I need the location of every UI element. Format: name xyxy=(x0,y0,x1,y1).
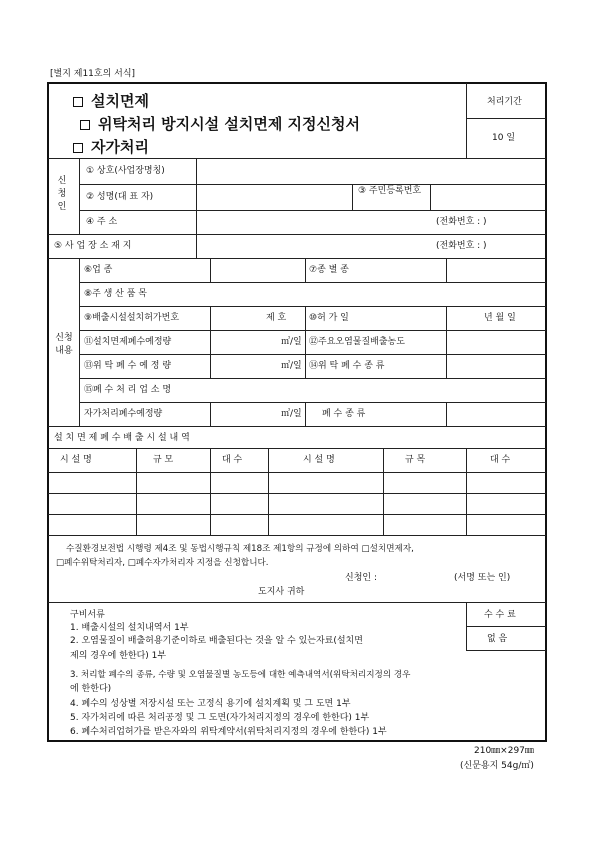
statement-line2: □폐수위탁처리자, □폐수자가처리자 지정을 신청합니다. xyxy=(56,558,269,568)
document-item: 1. 배출시설의 설치내역서 1부 xyxy=(70,623,189,633)
address-label: ④ 주 소 xyxy=(86,217,118,227)
title-line1: 설치면제 xyxy=(91,92,149,110)
address-phone: (전화번호 : ) xyxy=(436,217,487,227)
permit-date-label: ⑩허 가 일 xyxy=(309,313,349,323)
pollutant-label: ⑫주요오염물질배출농도 xyxy=(309,337,405,347)
document-item: 제의 경우에 한한다) 1부 xyxy=(70,651,167,661)
document-item: 2. 오염물질이 배출허용기준이하로 배출된다는 것을 알 수 있는자료(설치면 xyxy=(70,636,363,646)
document-item: 3. 처리할 폐수의 종류, 수량 및 오염물질별 농도등에 대한 예측내역서(위탁처리지정의 경우 xyxy=(70,670,411,680)
col-header: 대 수 xyxy=(490,455,511,465)
company-label: ① 상호(사업장명칭) xyxy=(86,166,165,176)
applicant-sign-label: 신청인 : xyxy=(345,573,377,583)
title-option-exempt xyxy=(73,94,149,109)
request-label: 신청내용 xyxy=(55,333,73,356)
representative-label: ② 성명(대 표 자) xyxy=(86,192,154,202)
col-header: 대 수 xyxy=(222,455,243,465)
statement-line1: 수질환경보전법 시행령 제4조 및 동법시행규칙 제18조 제1항의 규정에 의하여 □설치면제자, xyxy=(66,544,414,554)
consign-type-label: ⑭위 탁 폐 수 종 류 xyxy=(309,361,385,371)
self-amount-unit: ㎥/일 xyxy=(281,409,302,419)
document-item: 4. 폐수의 성상별 저장시설 또는 고정식 용기에 설치계획 및 그 도면 1부 xyxy=(70,699,351,709)
category-label: ⑦종 별 종 xyxy=(309,265,349,275)
title-line2: 위탁처리 방지시설 설치면제 지정신청서 xyxy=(98,115,360,133)
title-option-consign xyxy=(80,117,360,132)
col-header: 시 설 명 xyxy=(303,455,335,465)
consign-amount-unit: ㎥/일 xyxy=(281,361,302,371)
title-line3: 자가처리 xyxy=(91,138,149,156)
facilities-heading: 설 치 면 제 폐 수 배 출 시 설 내 역 xyxy=(54,433,190,443)
document-item: 6. 폐수처리업허가를 받은자와의 위탁계약서(위탁처리지정의 경우에 한한다) 1부 xyxy=(70,727,387,737)
waste-type-label: 폐 수 종 류 xyxy=(322,409,366,419)
checkbox-consign[interactable] xyxy=(80,120,90,130)
resident-no-label: ③ 주민등록번호 xyxy=(358,186,422,196)
permit-date-value: 년 월 일 xyxy=(484,313,516,323)
document-item: 5. 자가처리에 따른 처리공정 및 그 도면(자가처리지정의 경우에 한한다) 1부 xyxy=(70,713,370,723)
col-header: 시 설 명 xyxy=(60,455,92,465)
form-label: [별지 제11호의 서식] xyxy=(50,69,136,79)
waste-amount-label: ⑪설치면제폐수예정량 xyxy=(84,337,172,347)
title-option-self xyxy=(73,140,149,155)
self-amount-label: 자가처리폐수예정량 xyxy=(84,409,163,419)
footer-paper: (신문용지 54g/㎡) xyxy=(460,761,534,771)
site-phone: (전화번호 : ) xyxy=(436,241,487,251)
products-label: ⑧주 생 산 품 목 xyxy=(84,289,147,299)
recipient: 도지사 귀하 xyxy=(258,587,305,597)
industry-label: ⑥업 종 xyxy=(84,265,113,275)
applicant-label: 신청인 xyxy=(57,176,67,212)
contractor-label: ⑮폐 수 처 리 업 소 명 xyxy=(84,385,172,395)
permit-no-label: ⑨배출시설설치허가번호 xyxy=(84,313,180,323)
checkbox-self[interactable] xyxy=(73,143,83,153)
waste-amount-unit: ㎥/일 xyxy=(281,337,302,347)
checkbox-exempt[interactable] xyxy=(73,97,83,107)
site-label: ⑤ 사 업 장 소 재 지 xyxy=(54,241,132,251)
documents-heading: 구비서류 xyxy=(70,610,105,620)
permit-no-value: 제 호 xyxy=(266,313,287,323)
processing-label: 처리기간 xyxy=(487,97,522,107)
sign-note: (서명 또는 인) xyxy=(454,573,511,583)
fee-value: 없 음 xyxy=(487,634,508,644)
fee-label: 수 수 료 xyxy=(484,610,516,620)
col-header: 규 목 xyxy=(405,455,426,465)
processing-value: 10 일 xyxy=(492,133,516,143)
consign-amount-label: ⑬위 탁 폐 수 예 정 량 xyxy=(84,361,172,371)
col-header: 규 모 xyxy=(153,455,174,465)
footer-size: 210㎜×297㎜ xyxy=(474,746,534,756)
document-item: 에 한한다) xyxy=(70,684,112,694)
